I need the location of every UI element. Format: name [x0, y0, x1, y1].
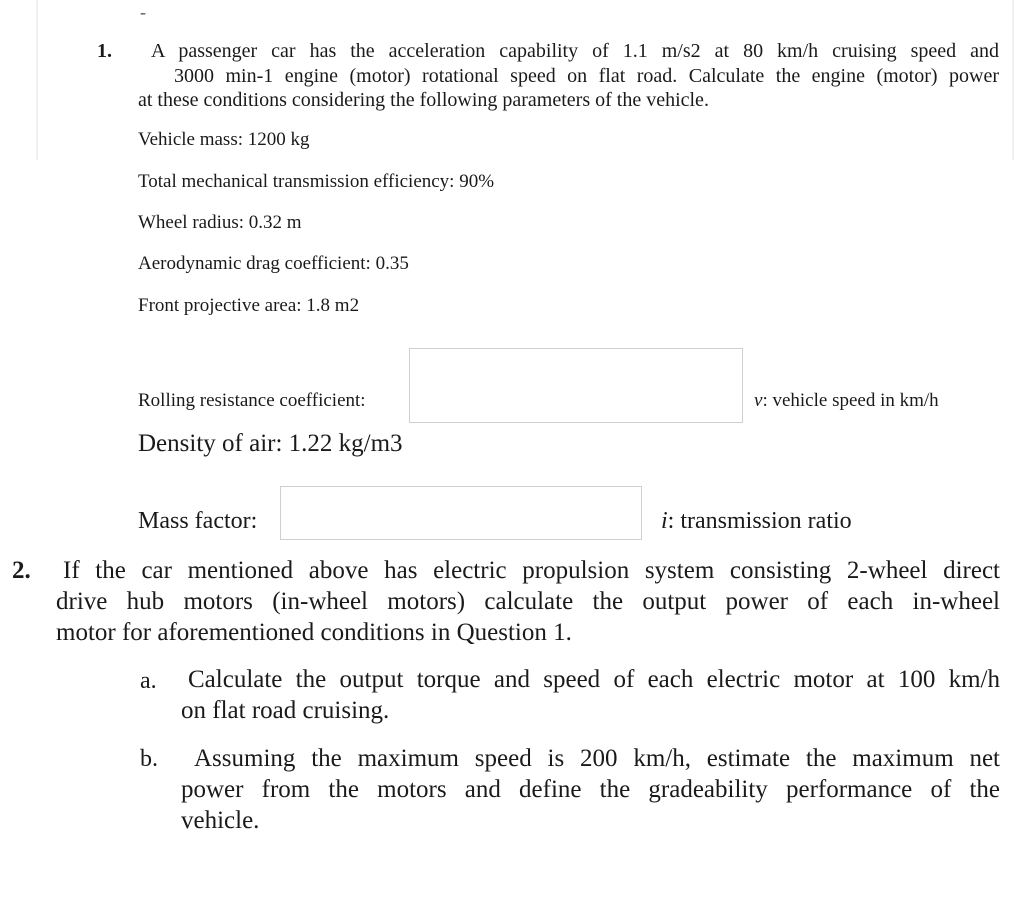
question-2-text-line: If the car mentioned above has electric propulsion system consisting 2-wheel direct [63, 557, 1000, 584]
question-1-number: 1. [97, 40, 112, 62]
page-edge-right [1012, 0, 1014, 160]
vehicle-speed-note [754, 390, 939, 412]
sub-question-a-line: Calculate the output torque and speed of each electric motor at 100 km/h [188, 666, 1000, 693]
question-1-text-line: 3000 min-1 engine (motor) rotational speed on flat road. Calculate the engine (motor) power [174, 65, 999, 87]
i-note-text: : transmission ratio [667, 508, 852, 534]
param-transmission-efficiency: Total mechanical transmission efficiency: 90% [138, 171, 495, 192]
question-2-number: 2. [12, 557, 31, 584]
sub-question-b-line: Assuming the maximum speed is 200 km/h, estimate the maximum net [194, 745, 1000, 772]
v-symbol: v [754, 390, 763, 411]
question-1-text-line: A passenger car has the acceleration capability of 1.1 m/s2 at 80 km/h cruising speed and [151, 40, 999, 62]
param-vehicle-mass: Vehicle mass: 1200 kg [138, 129, 310, 150]
top-dash-mark: - [140, 2, 146, 22]
sub-question-b-mark: b. [140, 746, 158, 772]
mass-factor-label: Mass factor: [138, 508, 258, 534]
i-symbol: i [661, 508, 668, 534]
mass-factor-formula-box [280, 486, 642, 540]
param-drag-coefficient: Aerodynamic drag coefficient: 0.35 [138, 253, 409, 274]
air-density: Density of air: 1.22 kg/m3 [138, 430, 403, 457]
page-edge-left [36, 0, 38, 160]
sub-question-a-line: on flat road cruising. [181, 697, 390, 724]
sub-question-a-mark: a. [140, 668, 157, 694]
question-2-text-line: drive hub motors (in-wheel motors) calculate the output power of each in-wheel [56, 588, 1000, 615]
rolling-resistance-formula-box [409, 348, 743, 423]
question-1-text-line: at these conditions considering the following parameters of the vehicle. [138, 89, 709, 111]
rolling-resistance-label: Rolling resistance coefficient: [138, 390, 366, 411]
sub-question-b-line: power from the motors and define the gradeability performance of the [181, 776, 1000, 803]
sub-question-b-line: vehicle. [181, 807, 260, 834]
question-2-text-line: motor for aforementioned conditions in Question 1. [56, 619, 572, 646]
v-note-text: : vehicle speed in km/h [762, 390, 939, 411]
transmission-ratio-note [661, 508, 852, 535]
param-wheel-radius: Wheel radius: 0.32 m [138, 212, 302, 233]
param-front-area: Front projective area: 1.8 m2 [138, 295, 360, 316]
